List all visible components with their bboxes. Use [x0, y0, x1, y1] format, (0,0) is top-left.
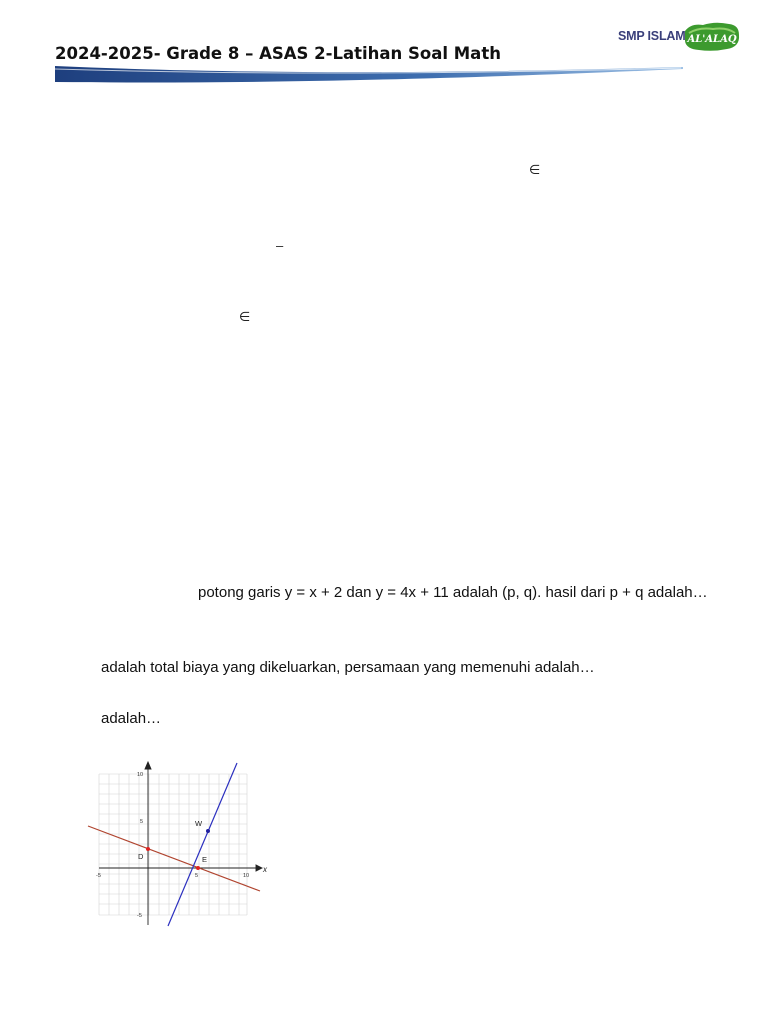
point-e: [196, 866, 200, 870]
x-axis-label: x: [263, 865, 267, 874]
tick-label-x-10: 10: [243, 873, 250, 879]
school-name: SMP ISLAM: [618, 29, 686, 43]
logo-text: AL'ALAQ: [687, 34, 737, 45]
x-axis-arrow: [256, 865, 262, 871]
tick-label-y-5: 5: [140, 819, 144, 825]
header-swoosh-decoration: [55, 62, 685, 86]
red-line: [88, 826, 260, 891]
axes: [99, 762, 262, 925]
point-label-w: W: [195, 819, 203, 828]
element-of-symbol: ∈: [239, 309, 251, 324]
element-of-symbol: ∈: [529, 162, 541, 177]
point-d: [146, 847, 150, 851]
school-logo: [683, 21, 741, 53]
coordinate-graph: [86, 760, 271, 930]
y-axis-arrow: [145, 762, 151, 769]
blue-line: [168, 763, 237, 926]
dash-symbol: –: [276, 238, 284, 253]
point-label-d: D: [138, 852, 144, 861]
tick-label-x-neg5: -5: [96, 873, 101, 879]
point-label-e: E: [202, 855, 208, 864]
tick-label-x-5: 5: [195, 873, 199, 879]
point-w: [206, 829, 210, 833]
tick-label-y-neg5: -5: [137, 913, 142, 919]
grid: [99, 774, 250, 915]
page-title: 2024-2025- Grade 8 – ASAS 2-Latihan Soal Math: [55, 44, 501, 63]
question-intersection: potong garis y = x + 2 dan y = 4x + 11 adalah (p, q). hasil dari p + q adalah…: [198, 584, 708, 601]
question-cost: adalah total biaya yang dikeluarkan, persamaan yang memenuhi adalah…: [101, 659, 595, 676]
tick-label-y-10: 10: [137, 772, 144, 778]
question-line: adalah…: [101, 710, 162, 727]
